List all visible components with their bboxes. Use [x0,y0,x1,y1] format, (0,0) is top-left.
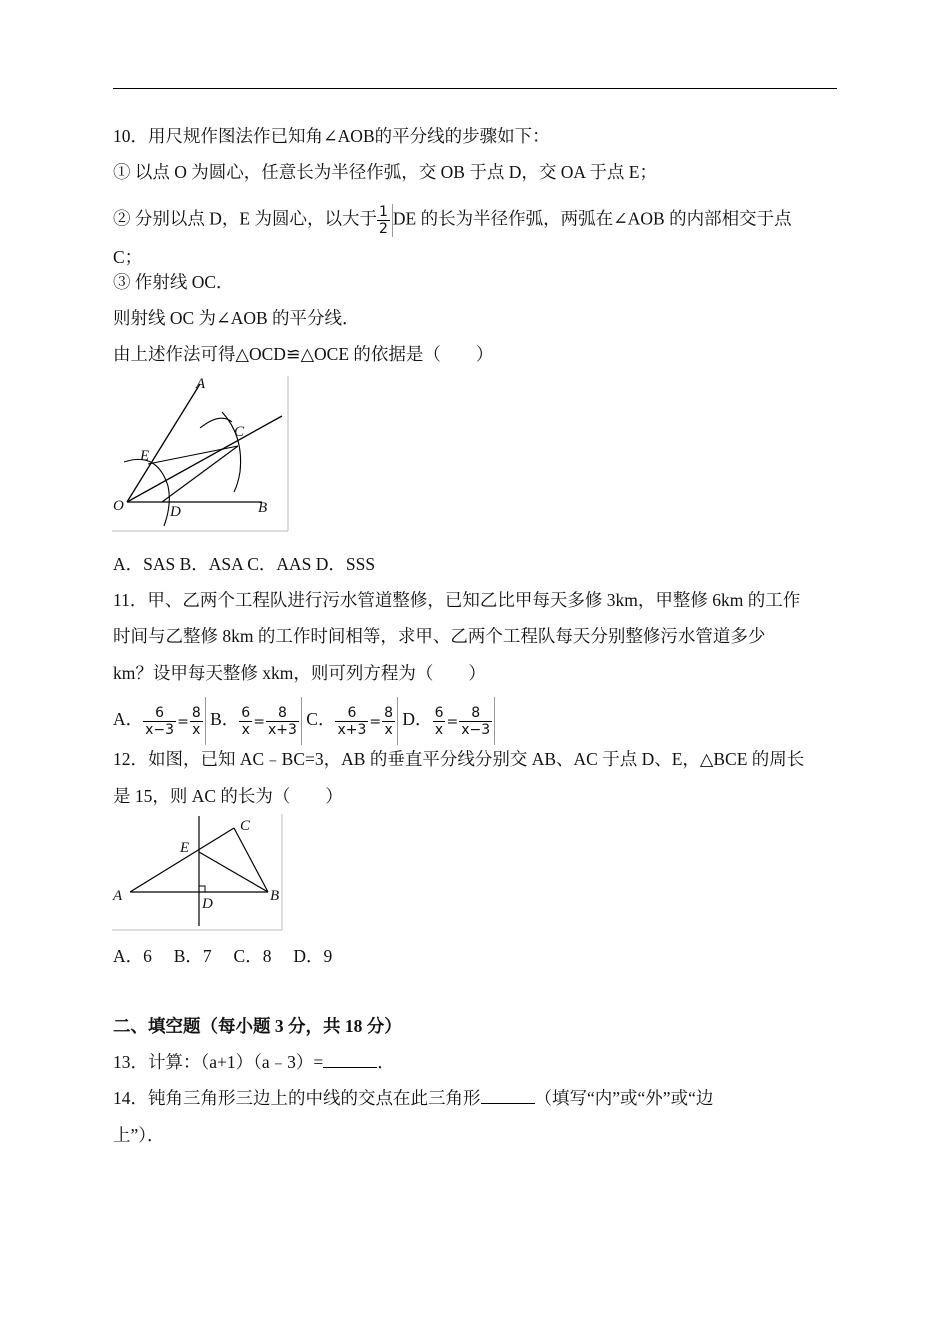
q12-line2: 是 15，则 AC 的长为（ ） [113,786,343,806]
equals-sign: = [177,713,189,730]
q14-line1 [113,1086,713,1110]
fraction-right: $\frac{8}{x}$ [191,705,201,739]
q10-step2-cont: C； [113,247,143,267]
header-rule [113,88,837,89]
q11-option-a [113,696,206,745]
ray-OA [127,384,200,502]
side-AC [130,828,234,892]
frac-num: 1 [378,204,388,220]
label-D: D [170,504,181,520]
fraction-left: $\frac{6}{x}$ [241,705,251,739]
option-letter: C． [306,709,336,729]
perpendicular-bisector-figure [112,814,288,932]
q14-text-post: （填写“内”或“外”或“边 [534,1088,714,1108]
q10-question: 由上述作法可得△OCD≌△OCE 的依据是（ ） [113,344,494,364]
label-E: E [140,448,150,464]
q12-options: A．6 B．7 C．8 D．9 [113,946,333,966]
fraction-left: $\frac{6}{x}$ [434,705,444,739]
fraction-right: $\frac{8}{x-3}$ [461,705,491,739]
label-E: E [180,840,190,856]
label-B: B [258,500,268,516]
q14-cont: 上”）． [113,1125,165,1145]
label-D: D [202,896,213,912]
label-C: C [234,424,245,440]
equals-sign: = [369,713,382,730]
q10-step3: ③ 作射线 OC． [113,272,234,292]
label-O: O [113,498,124,514]
q13-period: ． [377,1052,395,1072]
option-letter: B． [210,709,240,729]
q10-stem: 10．用尺规作图法作已知角∠AOB的平分线的步骤如下： [113,126,550,146]
option-letter: A． [113,709,144,729]
label-A: A [113,888,123,904]
q13 [113,1050,395,1074]
fraction-left: $\frac{6}{x-3}$ [145,705,175,739]
frac-den: 2 [378,221,388,237]
option-letter: D． [402,709,433,729]
q14-answer-blank[interactable] [481,1087,535,1104]
label-A: A [196,376,206,392]
q11-line2: 时间与乙整修 8km 的工作时间相等，求甲、乙两个工程队每天分别整修污水管道多少 [113,626,766,646]
label-C: C [240,818,251,834]
q13-answer-blank[interactable] [323,1051,377,1068]
q12-line1: 12．如图，已知 AC﹣BC=3，AB 的垂直平分线分别交 AB、AC 于点 D、E，△BCE 的周长 [113,749,805,769]
equals-sign: = [253,713,265,730]
q11-options [113,696,495,745]
segment-DC [162,446,238,502]
q11-line1: 11．甲、乙两个工程队进行污水管道整修，已知乙比甲每天多修 3km，甲整修 6km 的工作 [113,590,801,610]
q10-conclusion: 则射线 OC 为∠AOB 的平分线． [113,308,360,328]
q14-text: 14．钝角三角形三边上的中线的交点在此三角形 [113,1088,481,1108]
q10-step2-post: DE 的长为半径作弧，两弧在∠AOB 的内部相交于点 [392,208,792,229]
q10-options: A．SAS B．ASA C．AAS D．SSS [113,554,376,574]
q11-line3: km？设甲每天整修 xkm，则可列方程为（ ） [113,663,486,683]
fraction-right: $\frac{8}{x+3}$ [267,705,297,739]
q11-option-b [210,696,302,745]
right-angle-mark [199,886,205,892]
label-B: B [270,888,280,904]
half-fraction [377,204,393,237]
q11-option-c [306,696,398,745]
section2-title: 二、填空题（每小题 3 分，共 18 分） [113,1016,402,1036]
ray-OC [127,416,282,502]
fraction-right: $\frac{8}{x}$ [384,705,394,739]
segment-EC [148,446,238,464]
q10-step1: ① 以点 O 为圆心，任意长为半径作弧，交 OB 于点 D，交 OA 于点 E； [113,162,657,182]
q10-step2 [113,204,792,237]
q10-step2-pre: ② 分别以点 D，E 为圆心，以大于 [113,208,377,229]
equals-sign: = [446,713,459,730]
q11-option-d [402,696,495,745]
q13-text: 13．计算：（a+1）（a﹣3）= [113,1052,324,1072]
arc-from-E [200,418,232,428]
fraction-left: $\frac{6}{x+3}$ [337,705,367,739]
angle-bisector-figure [112,376,290,532]
